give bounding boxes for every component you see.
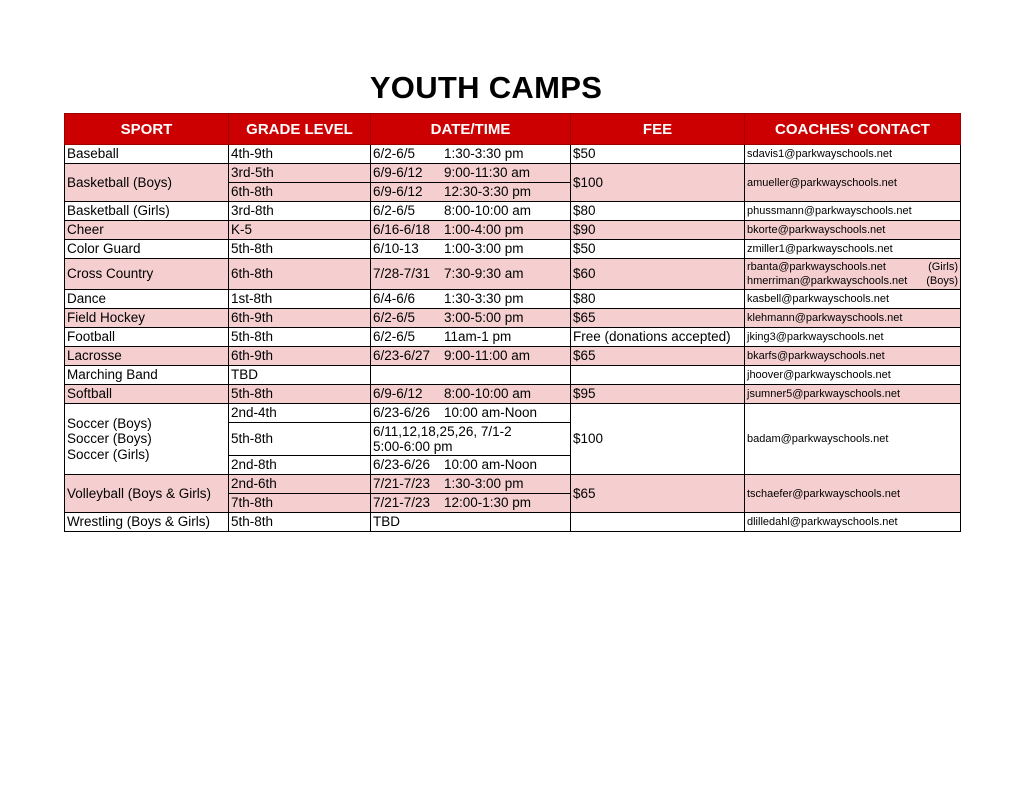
contact-cell xyxy=(745,259,961,290)
date-time-cell xyxy=(371,183,571,202)
grade-cell: 5th-8th xyxy=(229,240,371,259)
fee-cell: $50 xyxy=(571,240,745,259)
table-row-color-guard xyxy=(65,240,961,259)
sport-cell: Color Guard xyxy=(65,240,229,259)
table-row-cheer xyxy=(65,221,961,240)
table-row-softball xyxy=(65,385,961,404)
date-time-cell xyxy=(371,164,571,183)
contact-line xyxy=(747,274,958,288)
fee-cell: $65 xyxy=(571,309,745,328)
date-text: 6/4-6/6 xyxy=(373,291,416,306)
grade-cell: 5th-8th xyxy=(229,423,371,456)
table-row-marching-band xyxy=(65,366,961,385)
date-text: 6/10-13 xyxy=(373,241,419,256)
contact-email[interactable]: bkarfs@parkwayschools.net xyxy=(745,347,961,366)
time-text: 1:30-3:00 pm xyxy=(444,476,524,491)
contact-email[interactable]: sdavis1@parkwayschools.net xyxy=(745,145,961,164)
fee-cell xyxy=(571,513,745,532)
column-header-fee: FEE xyxy=(571,114,745,145)
contact-line xyxy=(747,260,958,274)
fee-cell: $65 xyxy=(571,475,745,513)
time-text: 3:00-5:00 pm xyxy=(444,310,524,325)
fee-cell: Free (donations accepted) xyxy=(571,328,745,347)
contact-email[interactable]: amueller@parkwayschools.net xyxy=(745,164,961,202)
date-time-cell xyxy=(371,366,571,385)
grade-cell: 5th-8th xyxy=(229,328,371,347)
time-text: 1:00-4:00 pm xyxy=(444,222,524,237)
date-text: 7/21-7/23 xyxy=(373,476,431,491)
time-text: 8:00-10:00 am xyxy=(444,203,532,218)
table-row-wrestling xyxy=(65,513,961,532)
table-row-baseball xyxy=(65,145,961,164)
grade-cell: 7th-8th xyxy=(229,494,371,513)
time-text: 9:00-11:30 am xyxy=(444,165,531,180)
table-header-row xyxy=(65,114,961,145)
sport-line: Soccer (Girls) xyxy=(67,446,150,462)
fee-cell: $80 xyxy=(571,202,745,221)
time-text: 1:30-3:30 pm xyxy=(444,146,524,161)
grade-cell: 4th-9th xyxy=(229,145,371,164)
time-text: 1:30-3:30 pm xyxy=(444,291,524,306)
contact-email[interactable]: zmiller1@parkwayschools.net xyxy=(745,240,961,259)
grade-cell: 3rd-5th xyxy=(229,164,371,183)
sport-cell: Football xyxy=(65,328,229,347)
date-text: 6/16-6/18 xyxy=(373,222,431,237)
date-time-cell xyxy=(371,221,571,240)
grade-cell: 5th-8th xyxy=(229,385,371,404)
date-time-cell xyxy=(371,259,571,290)
date-time-cell xyxy=(371,309,571,328)
date-time-cell xyxy=(371,475,571,494)
sport-cell: Dance xyxy=(65,290,229,309)
date-time-cell xyxy=(371,385,571,404)
date-time-cell xyxy=(371,456,571,475)
fee-cell: $100 xyxy=(571,164,745,202)
contact-email[interactable]: rbanta@parkwayschools.net xyxy=(747,261,886,273)
date-text: 6/9-6/12 xyxy=(373,386,423,401)
sport-cell: Softball xyxy=(65,385,229,404)
contact-email[interactable]: phussmann@parkwayschools.net xyxy=(745,202,961,221)
sport-line: Soccer (Boys) xyxy=(67,415,152,431)
table-row-basketball-girls xyxy=(65,202,961,221)
date-time-cell xyxy=(371,494,571,513)
date-time-cell xyxy=(371,145,571,164)
sport-cell: Basketball (Boys) xyxy=(65,164,229,202)
date-text: 6/2-6/5 xyxy=(373,203,416,218)
fee-cell: $100 xyxy=(571,404,745,475)
sport-line: Soccer (Boys) xyxy=(67,431,152,447)
time-text: 8:00-10:00 am xyxy=(444,386,532,401)
contact-email[interactable]: jhoover@parkwayschools.net xyxy=(745,366,961,385)
table-row-cross-country xyxy=(65,259,961,290)
grade-cell: 6th-8th xyxy=(229,183,371,202)
grade-cell: 2nd-4th xyxy=(229,404,371,423)
fee-cell xyxy=(571,366,745,385)
grade-cell: 6th-9th xyxy=(229,309,371,328)
contact-email[interactable]: dlilledahl@parkwayschools.net xyxy=(745,513,961,532)
contact-email[interactable]: jsumner5@parkwayschools.net xyxy=(745,385,961,404)
contact-email[interactable]: bkorte@parkwayschools.net xyxy=(745,221,961,240)
fee-cell: $95 xyxy=(571,385,745,404)
time-text: 12:00-1:30 pm xyxy=(444,495,532,510)
date-time-cell xyxy=(371,423,571,456)
date-time-cell xyxy=(371,347,571,366)
contact-note: (Boys) xyxy=(926,275,958,287)
table-row-basketball-boys xyxy=(65,164,961,183)
date-text: 6/23-6/26 xyxy=(373,405,431,420)
contact-email[interactable]: jking3@parkwayschools.net xyxy=(745,328,961,347)
sport-cell: Cheer xyxy=(65,221,229,240)
column-header-date-time: DATE/TIME xyxy=(371,114,571,145)
date-text: 6/9-6/12 xyxy=(373,184,423,199)
fee-cell: $80 xyxy=(571,290,745,309)
contact-email[interactable]: klehmann@parkwayschools.net xyxy=(745,309,961,328)
grade-cell: 2nd-6th xyxy=(229,475,371,494)
time-text: 10:00 am-Noon xyxy=(444,457,538,472)
date-text: 6/23-6/26 xyxy=(373,457,431,472)
date-text: 6/9-6/12 xyxy=(373,165,423,180)
page-title: YOUTH CAMPS xyxy=(369,70,603,105)
sport-cell: Lacrosse xyxy=(65,347,229,366)
grade-cell: 6th-9th xyxy=(229,347,371,366)
youth-camps-table xyxy=(64,113,961,532)
date-time-cell xyxy=(371,202,571,221)
contact-email[interactable]: badam@parkwayschools.net xyxy=(745,404,961,475)
date-text: 6/2-6/5 xyxy=(373,146,416,161)
fee-cell: $65 xyxy=(571,347,745,366)
date-time-cell xyxy=(371,240,571,259)
date-time-cell xyxy=(371,328,571,347)
fee-cell: $90 xyxy=(571,221,745,240)
time-text: 9:00-11:00 am xyxy=(444,348,531,363)
grade-cell: 5th-8th xyxy=(229,513,371,532)
table-row-soccer xyxy=(65,404,961,423)
contact-note: (Girls) xyxy=(928,261,958,273)
fee-cell: $50 xyxy=(571,145,745,164)
date-text: 6/23-6/27 xyxy=(373,348,431,363)
table-row-football xyxy=(65,328,961,347)
grade-cell: 6th-8th xyxy=(229,259,371,290)
table-row-field-hockey xyxy=(65,309,961,328)
time-text: 7:30-9:30 am xyxy=(444,266,524,281)
date-text: 7/28-7/31 xyxy=(373,266,431,281)
sport-cell xyxy=(65,404,229,475)
date-text: TBD xyxy=(373,514,400,529)
column-header-coaches-contact: COACHES' CONTACT xyxy=(745,114,961,145)
date-time-cell xyxy=(371,513,571,532)
grade-cell: 2nd-8th xyxy=(229,456,371,475)
date-text: 7/21-7/23 xyxy=(373,495,431,510)
sport-cell: Marching Band xyxy=(65,366,229,385)
table-row-lacrosse xyxy=(65,347,961,366)
sport-cell: Basketball (Girls) xyxy=(65,202,229,221)
contact-email[interactable]: tschaefer@parkwayschools.net xyxy=(745,475,961,513)
grade-cell: 3rd-8th xyxy=(229,202,371,221)
contact-email[interactable]: hmerriman@parkwayschools.net xyxy=(747,275,908,287)
sport-cell: Baseball xyxy=(65,145,229,164)
column-header-sport: SPORT xyxy=(65,114,229,145)
time-text: 11am-1 pm xyxy=(444,329,512,344)
date-time-cell xyxy=(371,290,571,309)
grade-cell: TBD xyxy=(229,366,371,385)
time-text: 12:30-3:30 pm xyxy=(444,184,532,199)
time-text: 1:00-3:00 pm xyxy=(444,241,524,256)
sport-cell: Cross Country xyxy=(65,259,229,290)
sport-cell: Field Hockey xyxy=(65,309,229,328)
date-text: 6/2-6/5 xyxy=(373,329,416,344)
fee-cell: $60 xyxy=(571,259,745,290)
sport-cell: Volleyball (Boys & Girls) xyxy=(65,475,229,513)
date-text: 6/2-6/5 xyxy=(373,310,416,325)
sport-cell: Wrestling (Boys & Girls) xyxy=(65,513,229,532)
grade-cell: K-5 xyxy=(229,221,371,240)
date-text: 6/11,12,18,25,26, 7/1-2 xyxy=(373,423,512,439)
time-text: 5:00-6:00 pm xyxy=(373,439,453,454)
time-text: 10:00 am-Noon xyxy=(444,405,538,420)
table-row-dance xyxy=(65,290,961,309)
contact-email[interactable]: kasbell@parkwayschools.net xyxy=(745,290,961,309)
column-header-grade-level: GRADE LEVEL xyxy=(229,114,371,145)
grade-cell: 1st-8th xyxy=(229,290,371,309)
date-time-cell xyxy=(371,404,571,423)
table-row-volleyball xyxy=(65,475,961,494)
